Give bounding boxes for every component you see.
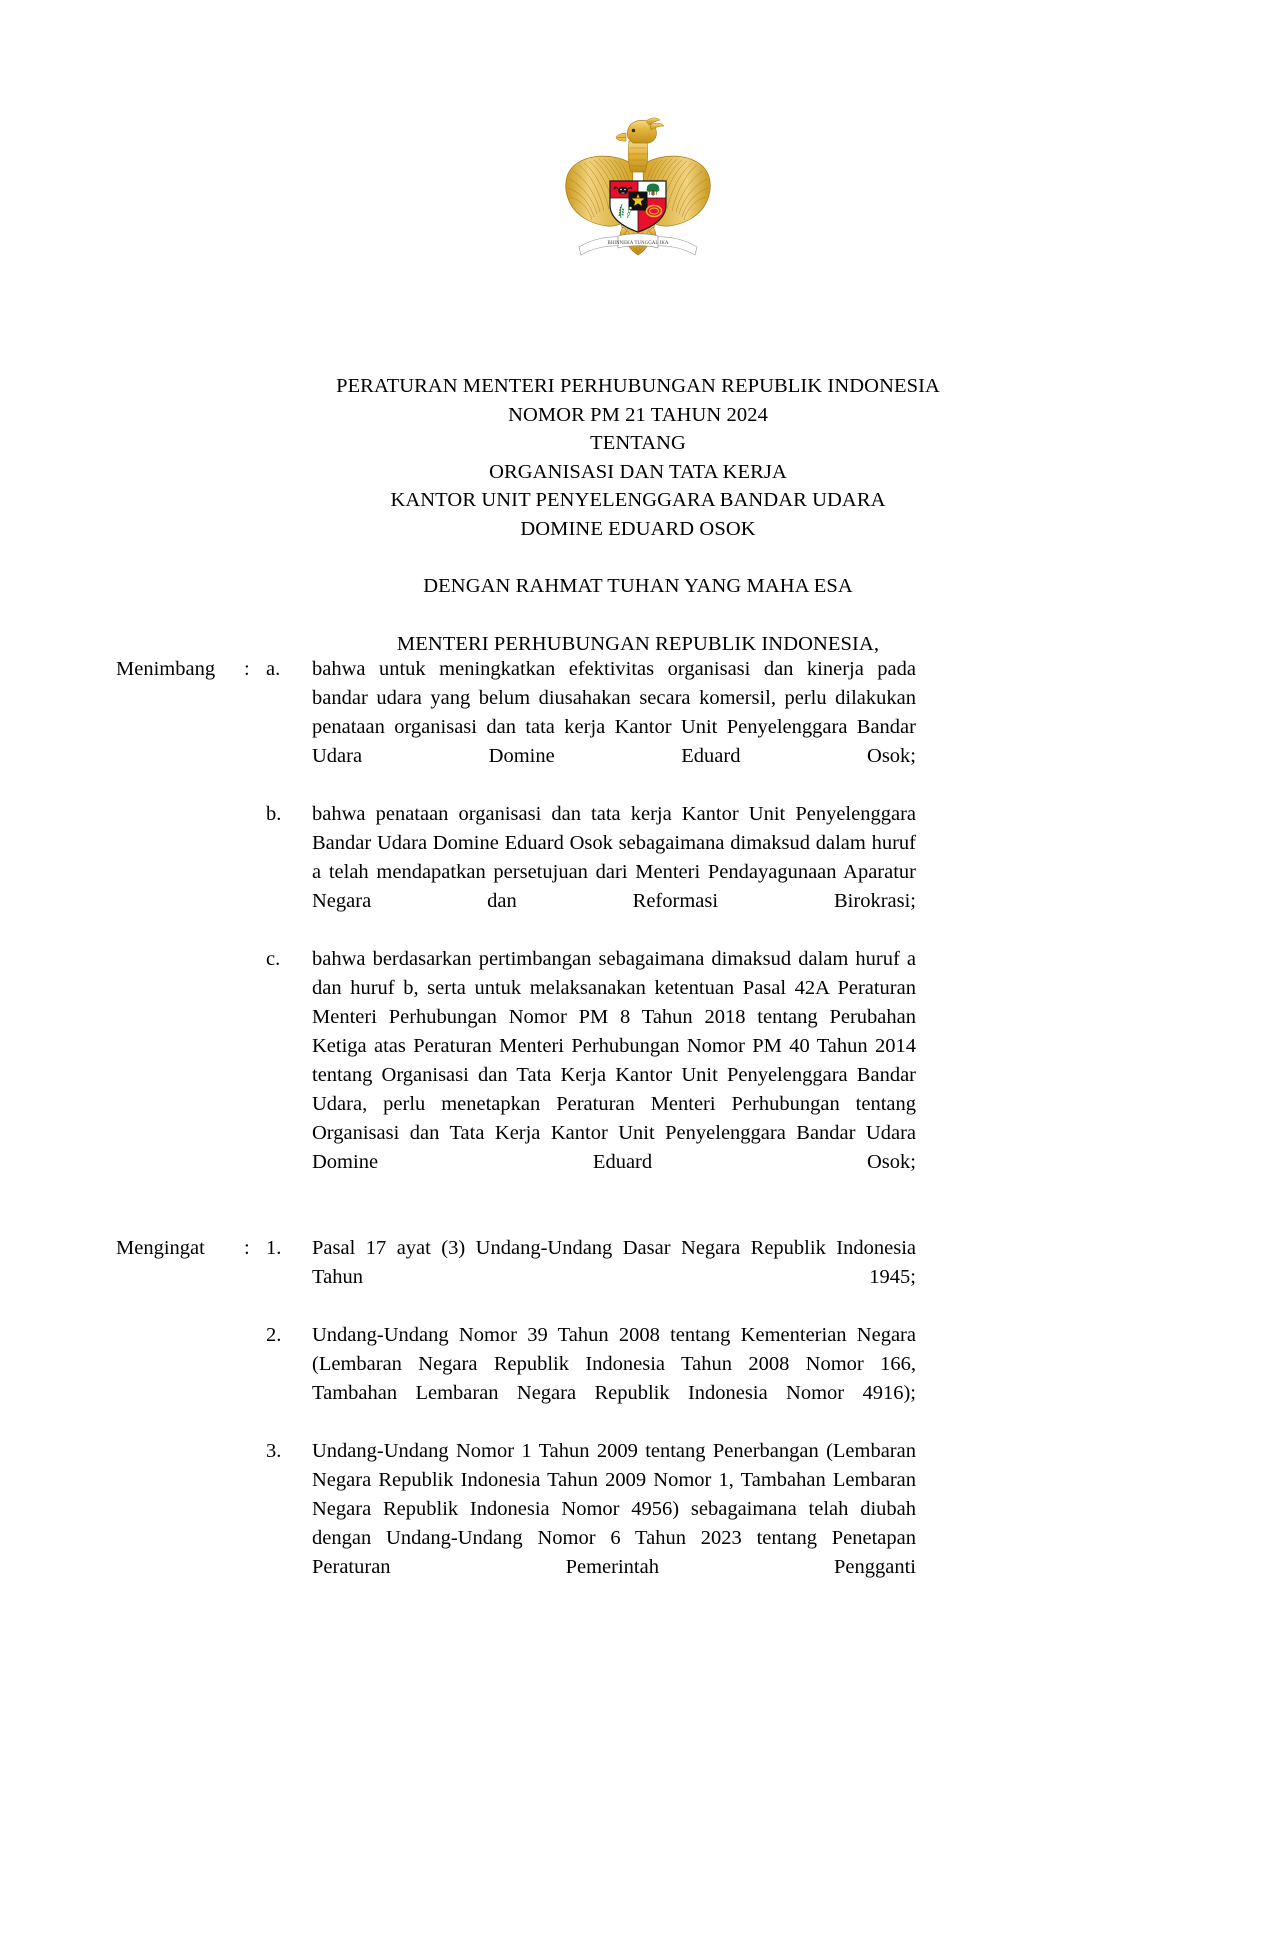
emblem-container [0, 110, 1276, 275]
clauses-container [0, 655, 1276, 1611]
title-block [0, 372, 1276, 658]
section-colon-menimbang: : [244, 658, 250, 680]
section-mengingat [116, 1234, 916, 1611]
title-line-subject-1: ORGANISASI DAN TATA KERJA [489, 460, 787, 483]
item-marker: b. [266, 803, 282, 825]
item-marker: c. [266, 948, 281, 970]
item-text: Undang-Undang Nomor 39 Tahun 2008 tentang Kementerian Negara (Lembaran Negara Republik Indonesia Tahun 2008 Nomor 166, Tambahan Lembaran Negara Republik Indonesia Nomor 4916); [312, 1324, 916, 1404]
section-menimbang [116, 655, 916, 1206]
section-items-mengingat [266, 1234, 916, 1611]
title-line-number: NOMOR PM 21 TAHUN 2024 [508, 403, 768, 426]
list-item [266, 945, 916, 1206]
item-marker: 3. [266, 1440, 282, 1462]
title-line-subject-3: DOMINE EDUARD OSOK [520, 517, 756, 540]
title-line-tentang: TENTANG [590, 432, 686, 454]
item-marker: 2. [266, 1324, 282, 1346]
section-label-menimbang: Menimbang [116, 658, 216, 680]
item-marker: a. [266, 658, 281, 680]
title-line-subject-2: KANTOR UNIT PENYELENGGARA BANDAR UDARA [390, 489, 886, 511]
section-items-menimbang [266, 655, 916, 1206]
list-item [266, 655, 916, 800]
item-text: bahwa penataan organisasi dan tata kerja Kantor Unit Penyelenggara Bandar Udara Domine Eduard Osok sebagaimana dimaksud dalam huruf a telah mendapatkan persetujuan dari Menteri Pendayagunaan Aparatur Negara dan Reformasi Birokrasi; [312, 803, 916, 912]
item-text: bahwa berdasarkan pertimbangan sebagaimana dimaksud dalam huruf a dan huruf b, serta untuk melaksanakan ketentuan Pasal 42A Peraturan Menteri Perhubungan Nomor PM 8 Tahun 2018 tentang Perubahan Ketiga atas Peraturan Menteri Perhubungan Nomor PM 40 Tahun 2014 tentang Organisasi dan Tata Kerja Kantor Unit Penyelenggara Bandar Udara, perlu menetapkan Peraturan Menteri Perhubungan tentang Organisasi dan Tata Kerja Kantor Unit Penyelenggara Bandar Udara Domine Eduard Osok; [312, 948, 916, 1173]
list-item [266, 1234, 916, 1321]
item-text: bahwa untuk meningkatkan efektivitas organisasi dan kinerja pada bandar udara yang belum diusahakan secara komersil, perlu dilakukan penataan organisasi dan tata kerja Kantor Unit Penyelenggara Bandar Udara Domine Eduard Osok; [312, 658, 916, 767]
authority-line: MENTERI PERHUBUNGAN REPUBLIK INDONESIA, [396, 632, 880, 655]
title-spacer-2 [0, 601, 1276, 630]
item-marker: 1. [266, 1237, 282, 1259]
list-item [266, 1321, 916, 1437]
section-label-mengingat: Mengingat [116, 1237, 205, 1259]
garuda-pancasila-emblem [553, 110, 723, 270]
item-text: Undang-Undang Nomor 1 Tahun 2009 tentang Penerbangan (Lembaran Negara Republik Indonesia Tahun 2009 Nomor 1, Tambahan Lembaran Negara Republik Indonesia Nomor 4956) sebagaimana telah diubah dengan Undang-Undang Nomor 6 Tahun 2023 tentang Penetapan Peraturan Pemerintah Pengganti [312, 1440, 916, 1578]
svg-text:BHINNEKA TUNGGAL IKA: BHINNEKA TUNGGAL IKA [607, 241, 669, 246]
title-spacer-1 [0, 543, 1276, 572]
blessing-line: DENGAN RAHMAT TUHAN YANG MAHA ESA [423, 575, 853, 597]
section-colon-mengingat: : [244, 1237, 250, 1259]
list-item [266, 800, 916, 945]
list-item [266, 1437, 916, 1611]
item-text: Pasal 17 ayat (3) Undang-Undang Dasar Negara Republik Indonesia Tahun 1945; [312, 1237, 916, 1288]
title-line-regulation: PERATURAN MENTERI PERHUBUNGAN REPUBLIK INDONESIA [336, 375, 940, 397]
